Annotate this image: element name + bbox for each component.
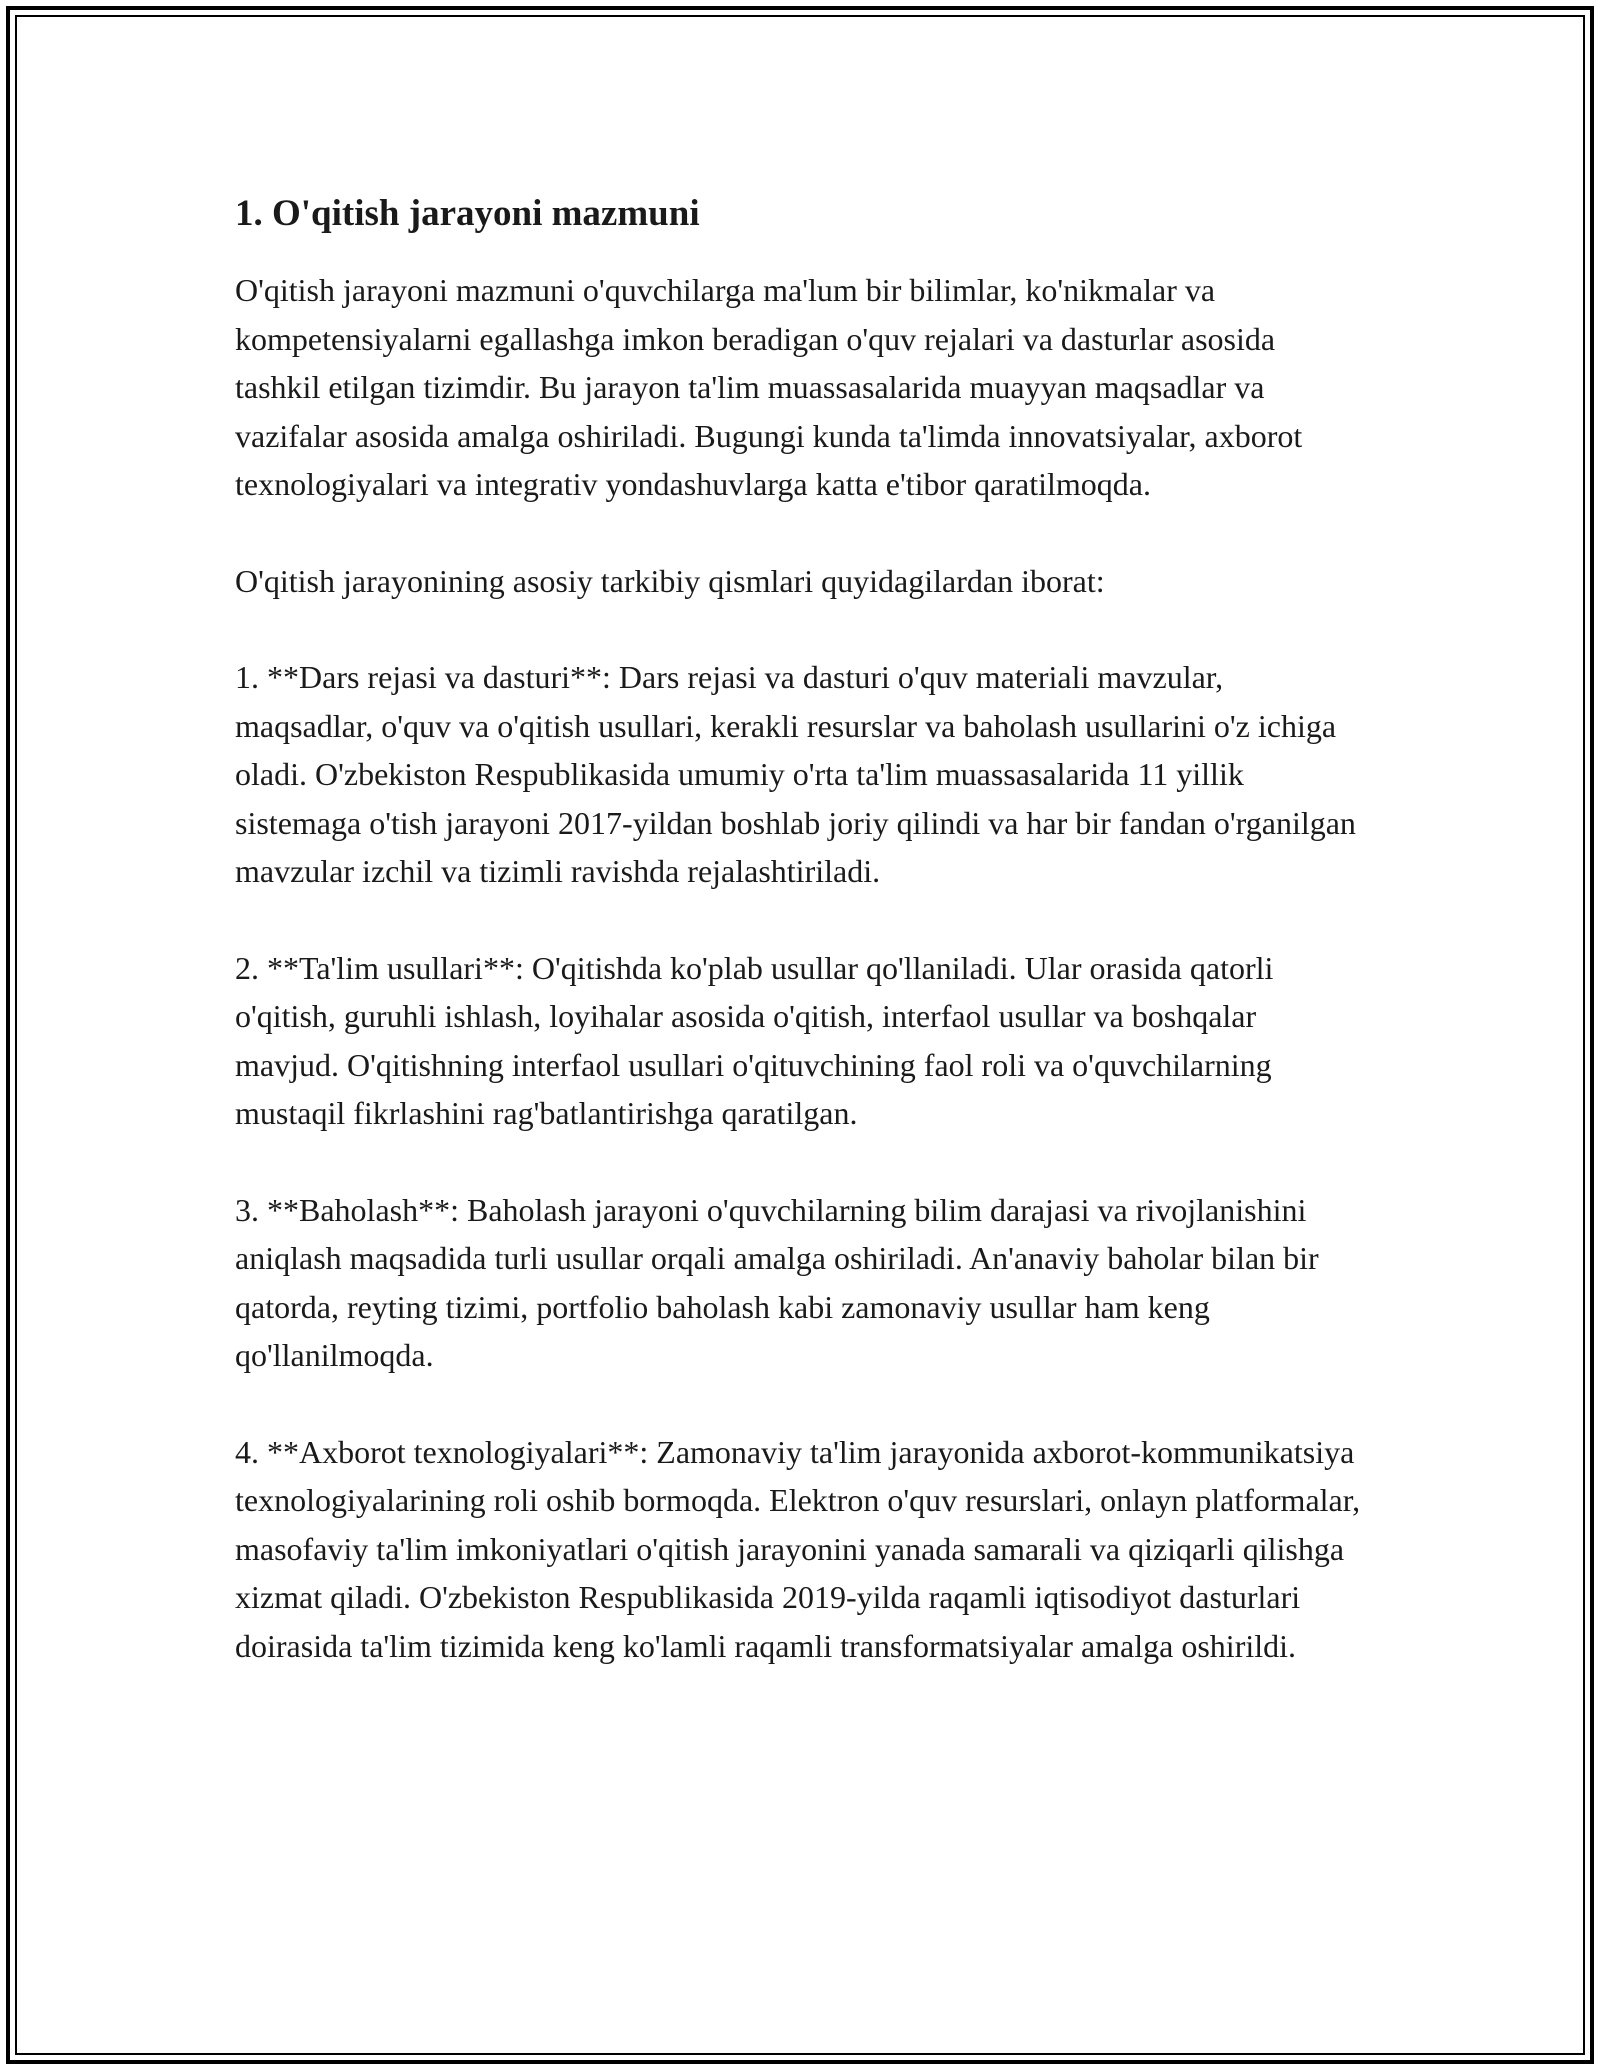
intro-paragraph: O'qitish jarayoni mazmuni o'quvchilarga ma'lum bir bilimlar, ko'nikmalar va kompetensiyalarni egallashga imkon beradigan o'quv rejalari va dasturlar asosida tashkil etilgan tizimdir. Bu jarayon ta'lim muassasalarida muayyan maqsadlar va vazifalar asosida amalga oshiriladi. Bugungi kunda ta'limda innovatsiyalar, axborot texnologiyalari va integrativ yondashuvlarga katta e'tibor qaratilmoqda. (235, 272, 1303, 502)
document-title: 1. O'qitish jarayoni mazmuni (235, 193, 700, 234)
list-item-information-technology: 4. **Axborot texnologiyalari**: Zamonaviy ta'lim jarayonida axborot-kommunikatsiya texnologiyalarining roli oshib bormoqda. Elektron o'quv resurslari, onlayn platformalar, masofaviy ta'lim imkoniyatlari o'qitish jarayonini yanada samarali va qiziqarli qilishga xizmat qiladi. O'zbekiston Respublikasida 2019-yilda raqamli iqtisodiyot dasturlari doirasida ta'lim tizimida keng ko'lamli raqamli transformatsiyalar amalga oshirildi. (235, 1433, 1361, 1664)
list-item-teaching-methods: 2. **Ta'lim usullari**: O'qitishda ko'plab usullar qo'llaniladi. Ular orasida qatorli o'qitish, guruhli ishlash, loyihalar asosida o'qitish, interfaol usullar va boshqalar mavjud. O'qitishning interfaol usullari o'qituvchining faol roli va o'quvchilarning mustaqil fikrlashini rag'batlantirishga qaratilgan. (235, 949, 1274, 1131)
list-item-lesson-plan: 1. **Dars rejasi va dasturi**: Dars rejasi va dasturi o'quv materiali mavzular, maqsadlar, o'quv va o'qitish usullari, kerakli resurslar va baholash usullarini o'z ichiga oladi. O'zbekiston Respublikasida umumiy o'rta ta'lim muassasalarida 11 yillik sistemaga o'tish jarayoni 2017-yildan boshlab joriy qilindi va har bir fandan o'rganilgan mavzular izchil va tizimli ravishda rejalashtiriladi. (235, 659, 1356, 889)
list-item-assessment: 3. **Baholash**: Baholash jarayoni o'quvchilarning bilim darajasi va rivojlanishini aniqlash maqsadida turli usullar orqali amalga oshiriladi. An'anaviy baholar bilan bir qatorda, reyting tizimi, portfolio baholash kabi zamonaviy usullar ham keng qo'llanilmoqda. (235, 1191, 1319, 1373)
components-lead-paragraph: O'qitish jarayonining asosiy tarkibiy qismlari quyidagilardan iborat: (235, 562, 1105, 599)
document-body (235, 188, 1365, 1718)
